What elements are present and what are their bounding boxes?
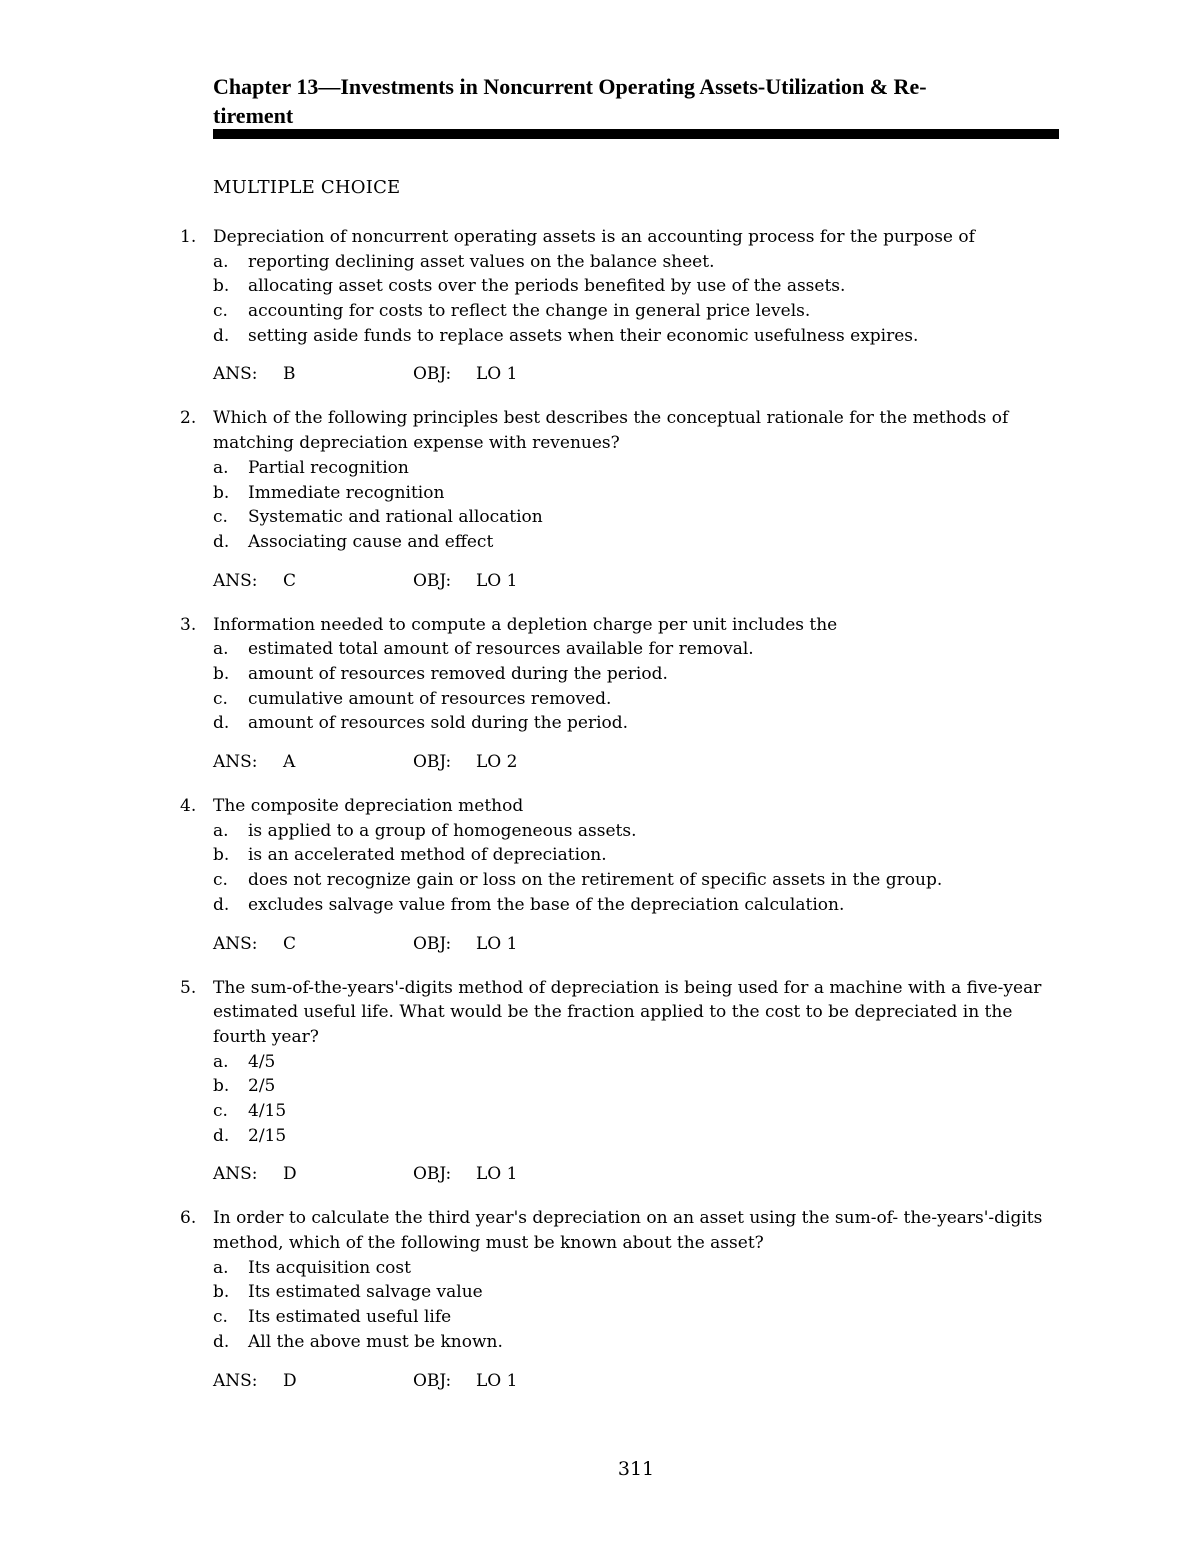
ans-label: ANS: xyxy=(213,752,258,773)
answer-option xyxy=(0,481,1200,506)
option-text: reporting declining asset values on the balance sheet. xyxy=(248,251,715,272)
obj-value: LO 1 xyxy=(476,364,518,385)
option-letter: b. xyxy=(213,482,230,503)
question-number: 2. xyxy=(180,408,197,429)
option-text: is applied to a group of homogeneous assets. xyxy=(248,820,637,841)
option-text: 4/15 xyxy=(248,1101,287,1121)
answer-option xyxy=(0,1099,1200,1124)
option-letter: c. xyxy=(213,507,228,528)
answer-option xyxy=(0,1280,1200,1305)
option-text: setting aside funds to replace assets when their economic usefulness expires. xyxy=(248,325,919,346)
question-stem-text: In order to calculate the third year's depreciation on an asset using the sum-of- the-years'-digits xyxy=(213,1208,1043,1229)
obj-label: OBJ: xyxy=(413,1370,452,1391)
option-text: All the above must be known. xyxy=(248,1331,503,1352)
option-text: Systematic and rational allocation xyxy=(248,507,543,528)
answer-key-row xyxy=(0,569,1200,593)
option-text: cumulative amount of resources removed. xyxy=(248,688,612,709)
question-stem-line xyxy=(0,1025,1200,1050)
answer-option xyxy=(0,505,1200,530)
obj-label: OBJ: xyxy=(413,364,452,385)
answer-key-row xyxy=(0,932,1200,956)
question-stem-text: matching depreciation expense with revenues? xyxy=(213,433,620,454)
option-text: Immediate recognition xyxy=(248,482,445,503)
question-stem-line xyxy=(0,613,1200,638)
ans-value: B xyxy=(283,364,296,385)
option-text: Its acquisition cost xyxy=(248,1257,411,1278)
question-stem-line xyxy=(0,1206,1200,1231)
option-text: is an accelerated method of depreciation. xyxy=(248,845,607,866)
ans-value: C xyxy=(283,933,297,954)
question-stem-text: Which of the following principles best describes the conceptual rationale for the methods of xyxy=(213,408,1009,429)
option-text: Partial recognition xyxy=(248,457,409,478)
option-letter: b. xyxy=(213,276,230,297)
option-letter: d. xyxy=(213,894,230,915)
answer-option xyxy=(0,893,1200,918)
answer-option xyxy=(0,250,1200,275)
option-text: accounting for costs to reflect the change in general price levels. xyxy=(248,301,811,322)
question-number: 1. xyxy=(180,227,197,247)
title-rule xyxy=(213,129,1059,139)
option-letter: b. xyxy=(213,1076,230,1097)
option-text: estimated total amount of resources available for removal. xyxy=(248,639,754,660)
question-number: 4. xyxy=(180,796,197,817)
question-stem-line xyxy=(0,976,1200,1001)
ans-value: C xyxy=(283,570,297,591)
option-letter: d. xyxy=(213,325,230,346)
option-letter: c. xyxy=(213,688,228,709)
question-stem-text: The composite depreciation method xyxy=(213,796,524,817)
ans-label: ANS: xyxy=(213,364,258,385)
question-stem-text: The sum-of-the-years'-digits method of depreciation is being used for a machine with a five-year xyxy=(213,977,1042,998)
answer-option xyxy=(0,274,1200,299)
option-letter: a. xyxy=(213,1257,229,1278)
question-stem-line xyxy=(0,1231,1200,1256)
option-text: allocating asset costs over the periods benefited by use of the assets. xyxy=(248,276,846,297)
question-item xyxy=(0,794,1200,955)
obj-value: LO 1 xyxy=(476,570,518,591)
question-item xyxy=(0,976,1200,1187)
answer-option xyxy=(0,819,1200,844)
option-letter: d. xyxy=(213,713,230,734)
option-text: 2/5 xyxy=(248,1076,276,1097)
option-text: 4/5 xyxy=(248,1051,276,1072)
option-text: Associating cause and effect xyxy=(248,531,494,552)
chapter-title-line-2: tirement xyxy=(213,103,294,128)
option-letter: d. xyxy=(213,531,230,552)
section-heading: MULTIPLE CHOICE xyxy=(213,177,401,198)
obj-label: OBJ: xyxy=(413,933,452,954)
option-text: Its estimated salvage value xyxy=(248,1282,483,1303)
obj-label: OBJ: xyxy=(413,1164,452,1185)
answer-key-row xyxy=(0,750,1200,774)
option-letter: a. xyxy=(213,457,229,478)
answer-key-row xyxy=(0,362,1200,386)
answer-option xyxy=(0,530,1200,555)
obj-label: OBJ: xyxy=(413,752,452,773)
answer-option xyxy=(0,1305,1200,1330)
obj-label: OBJ: xyxy=(413,570,452,591)
question-list xyxy=(0,225,1200,1413)
answer-option xyxy=(0,1330,1200,1355)
question-stem-line xyxy=(0,225,1200,250)
option-text: Its estimated useful life xyxy=(248,1307,452,1328)
page-number: 311 xyxy=(617,1458,655,1480)
question-stem-line xyxy=(0,1000,1200,1025)
question-stem-text: fourth year? xyxy=(213,1026,319,1047)
question-stem-text: Depreciation of noncurrent operating assets is an accounting process for the purpose of xyxy=(213,227,975,247)
option-letter: d. xyxy=(213,1331,230,1352)
question-item xyxy=(0,225,1200,386)
answer-option xyxy=(0,687,1200,712)
answer-option xyxy=(0,299,1200,324)
question-item xyxy=(0,613,1200,774)
option-text: amount of resources sold during the period. xyxy=(248,713,629,734)
obj-value: LO 2 xyxy=(476,752,518,773)
question-number: 3. xyxy=(180,614,197,635)
ans-value: D xyxy=(283,1370,297,1391)
question-stem-line xyxy=(0,794,1200,819)
option-letter: b. xyxy=(213,845,230,866)
ans-label: ANS: xyxy=(213,933,258,954)
ans-value: D xyxy=(283,1164,297,1185)
obj-value: LO 1 xyxy=(476,1164,518,1185)
question-stem-text: method, which of the following must be known about the asset? xyxy=(213,1233,764,1254)
chapter-title-line-1: Chapter 13—Investments in Noncurrent Operating Assets-Utilization & Re- xyxy=(213,74,927,99)
answer-key-row xyxy=(0,1162,1200,1186)
answer-option xyxy=(0,662,1200,687)
obj-value: LO 1 xyxy=(476,1370,518,1391)
answer-option xyxy=(0,1256,1200,1281)
option-text: does not recognize gain or loss on the retirement of specific assets in the group. xyxy=(248,870,943,891)
ans-label: ANS: xyxy=(213,1164,258,1185)
option-letter: c. xyxy=(213,870,228,891)
chapter-title xyxy=(213,72,1059,130)
question-number: 5. xyxy=(180,977,197,998)
option-letter: a. xyxy=(213,639,229,660)
answer-option xyxy=(0,1074,1200,1099)
ans-label: ANS: xyxy=(213,1370,258,1391)
question-item xyxy=(0,1206,1200,1392)
question-stem-line xyxy=(0,406,1200,431)
answer-key-row xyxy=(0,1369,1200,1393)
question-item xyxy=(0,406,1200,592)
obj-value: LO 1 xyxy=(476,933,518,954)
answer-option xyxy=(0,843,1200,868)
option-text: excludes salvage value from the base of the depreciation calculation. xyxy=(248,894,845,915)
option-letter: c. xyxy=(213,1307,228,1328)
answer-option xyxy=(0,324,1200,349)
option-text: amount of resources removed during the period. xyxy=(248,664,668,684)
option-letter: c. xyxy=(213,1101,228,1121)
question-stem-text: estimated useful life. What would be the fraction applied to the cost to be depreciated in the xyxy=(213,1002,1013,1023)
question-number: 6. xyxy=(180,1208,197,1229)
option-letter: b. xyxy=(213,664,230,684)
option-letter: c. xyxy=(213,301,228,322)
answer-option xyxy=(0,711,1200,736)
question-stem-text: Information needed to compute a depletion charge per unit includes the xyxy=(213,614,838,635)
option-text: 2/15 xyxy=(248,1125,287,1146)
option-letter: a. xyxy=(213,251,229,272)
option-letter: b. xyxy=(213,1282,230,1303)
ans-label: ANS: xyxy=(213,570,258,591)
option-letter: d. xyxy=(213,1125,230,1146)
option-letter: a. xyxy=(213,820,229,841)
answer-option xyxy=(0,456,1200,481)
answer-option xyxy=(0,868,1200,893)
answer-option xyxy=(0,637,1200,662)
question-stem-line xyxy=(0,431,1200,456)
option-letter: a. xyxy=(213,1051,229,1072)
ans-value: A xyxy=(283,752,296,773)
answer-option xyxy=(0,1124,1200,1149)
answer-option xyxy=(0,1050,1200,1075)
